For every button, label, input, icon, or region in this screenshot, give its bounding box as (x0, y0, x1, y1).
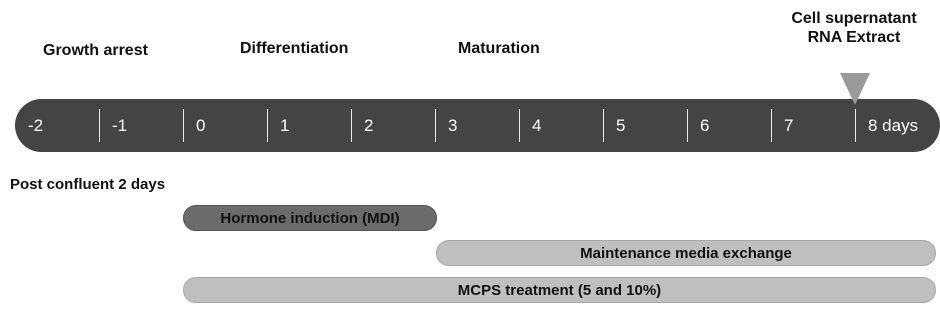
tick-divider (687, 109, 688, 142)
tick-label: 3 (448, 116, 458, 135)
tick-label: -1 (112, 116, 128, 135)
tick-label: 0 (196, 116, 206, 135)
tick-divider (771, 109, 772, 142)
phase-label-differentiation: Differentiation (240, 40, 349, 57)
tick-divider (99, 109, 100, 142)
tick-divider (603, 109, 604, 142)
tick-divider (183, 109, 184, 142)
endpoint-line-1: Cell supernatant (791, 10, 917, 27)
tick-divider (435, 109, 436, 142)
tick-label: 2 (364, 116, 374, 135)
mcps-treatment-bar: MCPS treatment (5 and 10%) (183, 277, 936, 303)
tick-label: 6 (700, 116, 710, 135)
timeline-bar (15, 99, 940, 152)
tick-label: 5 (616, 116, 626, 135)
tick-label: 8 days (868, 116, 919, 135)
hormone-induction-bar: Hormone induction (MDI) (183, 205, 437, 231)
phase-label-maturation: Maturation (458, 40, 540, 57)
maintenance-media-bar: Maintenance media exchange (436, 240, 936, 266)
tick-label: 1 (280, 116, 290, 135)
tick-divider (267, 109, 268, 142)
phase-label-growth-arrest: Growth arrest (43, 42, 148, 59)
endpoint-marker-triangle (840, 73, 870, 105)
post-confluent-note: Post confluent 2 days (10, 176, 166, 193)
endpoint-label (786, 9, 922, 47)
tick-label: -2 (28, 116, 44, 135)
tick-divider (519, 109, 520, 142)
tick-label: 4 (532, 116, 542, 135)
tick-label: 7 (784, 116, 794, 135)
endpoint-line-2: RNA Extract (807, 29, 901, 46)
tick-divider (855, 109, 856, 142)
tick-divider (351, 109, 352, 142)
